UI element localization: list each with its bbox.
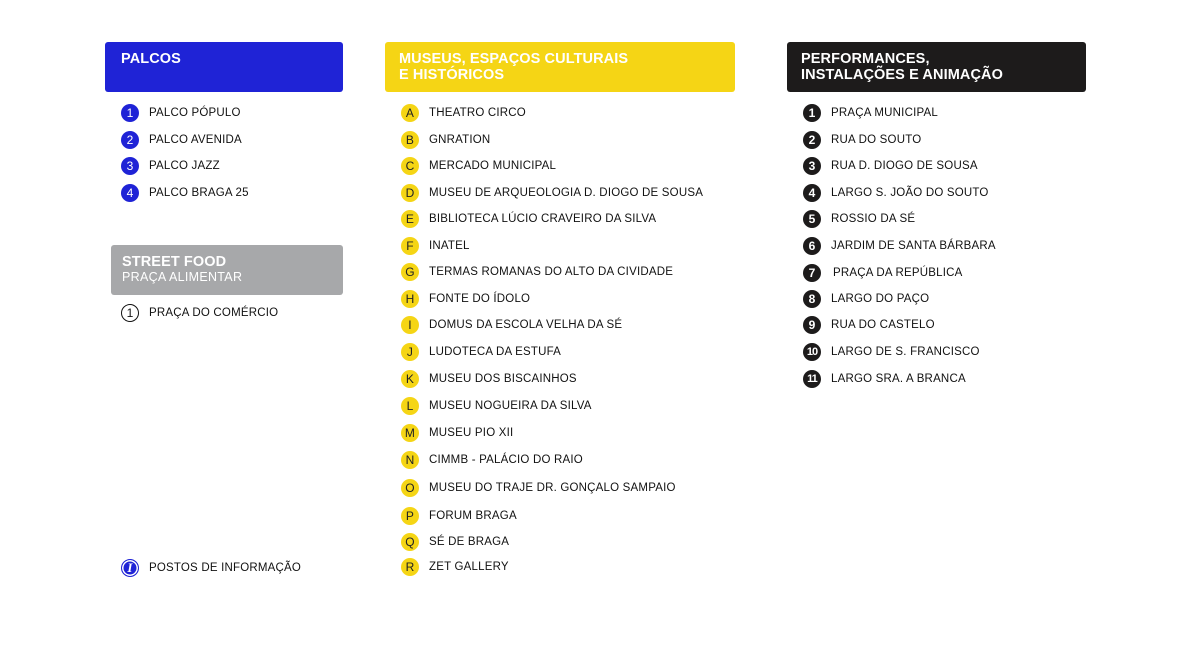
letter-marker-icon: M (401, 424, 419, 442)
number-marker-icon: 9 (803, 316, 821, 334)
list-item[interactable]: P FORUM BRAGA (401, 506, 517, 526)
letter-marker-icon: D (401, 184, 419, 202)
museus-title-line1: MUSEUS, ESPAÇOS CULTURAIS (399, 51, 629, 67)
list-item[interactable]: L MUSEU NOGUEIRA DA SILVA (401, 396, 592, 416)
letter-marker-icon: P (401, 507, 419, 525)
number-marker-icon: 7 (803, 264, 821, 282)
number-marker-icon: 4 (803, 184, 821, 202)
list-item[interactable]: 1 PALCO PÓPULO (121, 103, 241, 123)
letter-marker-icon: F (401, 237, 419, 255)
performances-title-line1: PERFORMANCES, (801, 51, 930, 67)
list-item[interactable]: 1 PRAÇA DO COMÉRCIO (121, 303, 278, 323)
list-item[interactable]: D MUSEU DE ARQUEOLOGIA D. DIOGO DE SOUSA (401, 183, 703, 203)
number-marker-icon: 5 (803, 210, 821, 228)
number-marker-icon: 1 (803, 104, 821, 122)
list-item[interactable]: 11 LARGO SRA. A BRANCA (803, 369, 966, 389)
number-marker-icon: 4 (121, 184, 139, 202)
list-item[interactable]: 8 LARGO DO PAÇO (803, 289, 929, 309)
list-item[interactable]: F INATEL (401, 236, 470, 256)
palcos-column (105, 42, 343, 575)
street-food-title: STREET FOOD (122, 254, 227, 270)
letter-marker-icon: I (401, 316, 419, 334)
list-item[interactable]: C MERCADO MUNICIPAL (401, 156, 556, 176)
info-points-item[interactable] (121, 558, 301, 578)
letter-marker-icon: A (401, 104, 419, 122)
list-item[interactable]: 10 LARGO DE S. FRANCISCO (803, 342, 980, 362)
list-item[interactable]: Q SÉ DE BRAGA (401, 532, 509, 552)
number-marker-icon: 2 (121, 131, 139, 149)
list-item[interactable]: J LUDOTECA DA ESTUFA (401, 342, 561, 362)
number-marker-icon: 11 (803, 370, 821, 388)
street-food-header (111, 245, 343, 295)
letter-marker-icon: B (401, 131, 419, 149)
list-item[interactable]: O MUSEU DO TRAJE DR. GONÇALO SAMPAIO (401, 478, 676, 498)
street-food-subtitle: PRAÇA ALIMENTAR (122, 270, 243, 284)
list-item[interactable]: 5 ROSSIO DA SÉ (803, 209, 915, 229)
list-item[interactable]: 3 RUA D. DIOGO DE SOUSA (803, 156, 978, 176)
list-item[interactable]: 4 LARGO S. JOÃO DO SOUTO (803, 183, 989, 203)
number-marker-icon: 3 (803, 157, 821, 175)
number-marker-icon: 3 (121, 157, 139, 175)
number-marker-icon: 10 (803, 343, 821, 361)
palcos-header (105, 42, 343, 92)
list-item[interactable]: K MUSEU DOS BISCAINHOS (401, 369, 577, 389)
list-item[interactable]: M MUSEU PIO XII (401, 423, 513, 443)
number-marker-icon: 1 (121, 304, 139, 322)
performances-column (787, 42, 1086, 385)
number-marker-icon: 8 (803, 290, 821, 308)
palcos-title: PALCOS (121, 51, 181, 67)
list-item[interactable]: 4 PALCO BRAGA 25 (121, 183, 249, 203)
list-item[interactable]: N CIMMB - PALÁCIO DO RAIO (401, 450, 583, 470)
letter-marker-icon: L (401, 397, 419, 415)
letter-marker-icon: R (401, 558, 419, 576)
list-item[interactable]: 7 PRAÇA DA REPÚBLICA (803, 263, 963, 283)
list-item[interactable]: H FONTE DO ÍDOLO (401, 289, 530, 309)
list-item[interactable]: R ZET GALLERY (401, 557, 509, 577)
letter-marker-icon: J (401, 343, 419, 361)
info-icon: I (121, 559, 139, 577)
list-item[interactable]: A THEATRO CIRCO (401, 103, 526, 123)
letter-marker-icon: C (401, 157, 419, 175)
info-points-label: POSTOS DE INFORMAÇÃO (149, 562, 302, 574)
letter-marker-icon: N (401, 451, 419, 469)
performances-header (787, 42, 1086, 92)
letter-marker-icon: G (401, 263, 419, 281)
number-marker-icon: 6 (803, 237, 821, 255)
list-item[interactable]: 9 RUA DO CASTELO (803, 315, 935, 335)
list-item[interactable]: 3 PALCO JAZZ (121, 156, 220, 176)
letter-marker-icon: K (401, 370, 419, 388)
letter-marker-icon: E (401, 210, 419, 228)
museus-header (385, 42, 735, 92)
letter-marker-icon: O (401, 479, 419, 497)
letter-marker-icon: H (401, 290, 419, 308)
list-item[interactable]: 2 RUA DO SOUTO (803, 130, 921, 150)
list-item[interactable]: I DOMUS DA ESCOLA VELHA DA SÉ (401, 315, 622, 335)
list-item[interactable]: 2 PALCO AVENIDA (121, 130, 242, 150)
list-item[interactable]: B GNRATION (401, 130, 490, 150)
number-marker-icon: 1 (121, 104, 139, 122)
number-marker-icon: 2 (803, 131, 821, 149)
museus-title-line2: E HISTÓRICOS (399, 67, 505, 83)
list-item[interactable]: 1 PRAÇA MUNICIPAL (803, 103, 938, 123)
list-item[interactable]: 6 JARDIM DE SANTA BÁRBARA (803, 236, 996, 256)
list-item[interactable]: G TERMAS ROMANAS DO ALTO DA CIVIDADE (401, 262, 673, 282)
list-item[interactable]: E BIBLIOTECA LÚCIO CRAVEIRO DA SILVA (401, 209, 656, 229)
letter-marker-icon: Q (401, 533, 419, 551)
museus-column (385, 42, 735, 574)
performances-title-line2: INSTALAÇÕES E ANIMAÇÃO (801, 67, 1003, 83)
